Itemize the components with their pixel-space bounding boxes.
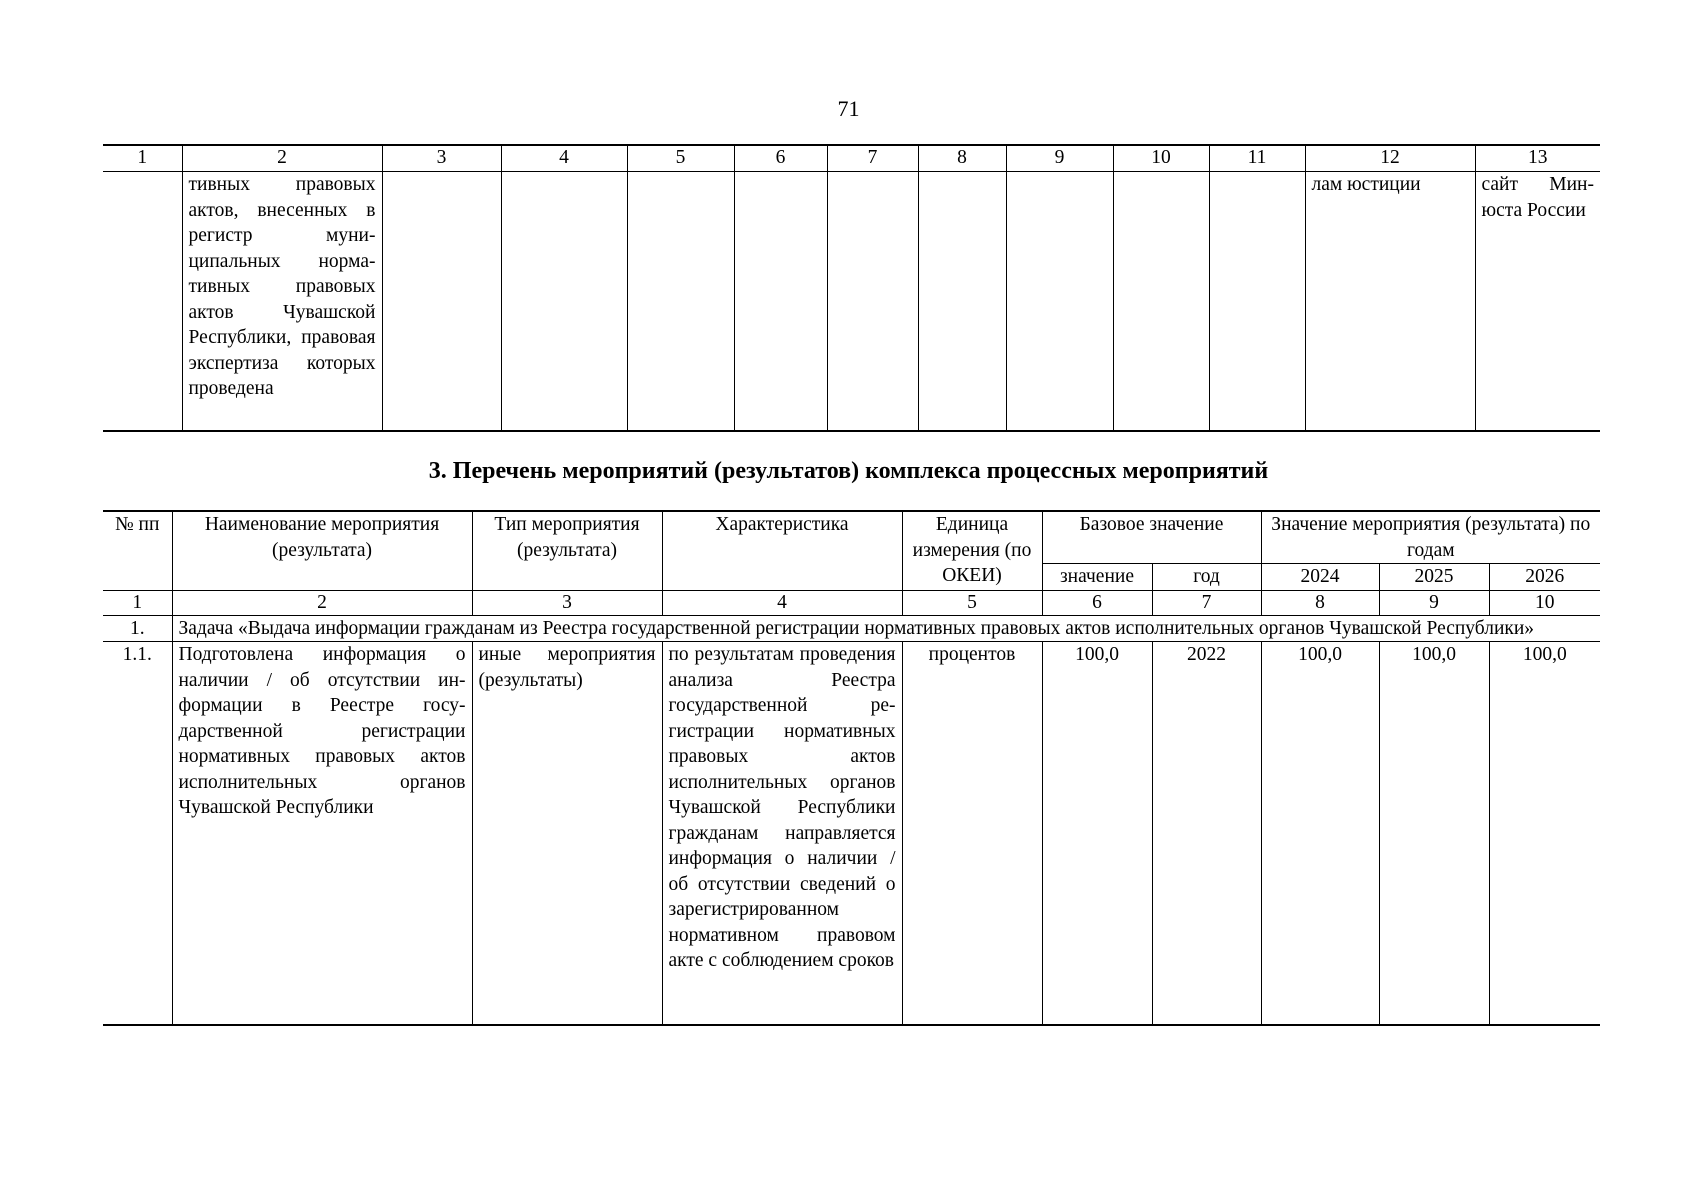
task-num: 1. [103, 615, 172, 642]
table-cell [918, 172, 1006, 432]
col-number: 3 [472, 590, 662, 615]
table-cell [734, 172, 827, 432]
value-2025: 100,0 [1379, 642, 1489, 1026]
header-name: Наименование мероприятия (результата) [172, 511, 472, 590]
col-number: 11 [1209, 145, 1305, 172]
col-number: 8 [1261, 590, 1379, 615]
col-number: 13 [1475, 145, 1600, 172]
table-cell [1113, 172, 1209, 432]
col-number: 8 [918, 145, 1006, 172]
base-year: 2022 [1152, 642, 1261, 1026]
base-value: 100,0 [1042, 642, 1152, 1026]
table-cell [103, 172, 182, 432]
col-number: 5 [627, 145, 734, 172]
col-number: 9 [1379, 590, 1489, 615]
header-unit: Единица измерения (по ОКЕИ) [902, 511, 1042, 590]
measure-unit: процентов [902, 642, 1042, 1026]
col-number: 5 [902, 590, 1042, 615]
col-number: 2 [182, 145, 382, 172]
col-number: 6 [1042, 590, 1152, 615]
col-number: 3 [382, 145, 501, 172]
header-base-year: год [1152, 564, 1261, 591]
col-number: 6 [734, 145, 827, 172]
table-cell [1209, 172, 1305, 432]
measure-name: Подготовлена информация о наличии / об отсутствии информации в Реестре государственной регистрации нормативных правовых актов исполнительных органов Чувашской Республики [172, 642, 472, 1026]
col-number: 10 [1489, 590, 1600, 615]
col-number: 7 [827, 145, 918, 172]
page-number: 71 [837, 96, 860, 121]
column-number-row [103, 590, 1600, 615]
task-row [103, 615, 1600, 642]
header-2024: 2024 [1261, 564, 1379, 591]
header-row [103, 511, 1600, 564]
table-row [103, 642, 1600, 1026]
header-base: Базовое значение [1042, 511, 1261, 564]
header-by-years: Значение мероприятия (результата) по годам [1261, 511, 1600, 564]
col-number: 4 [501, 145, 627, 172]
row-num: 1.1. [103, 642, 172, 1026]
value-2026: 100,0 [1489, 642, 1600, 1026]
section-title: 3. Перечень мероприятий (результатов) комплекса процессных мероприятий [428, 458, 1269, 484]
table-row [103, 172, 1600, 432]
column-number-row [103, 145, 1600, 172]
header-characteristic: Характеристика [662, 511, 902, 590]
source-cell: сайт Минюста России [1475, 172, 1600, 432]
value-2024: 100,0 [1261, 642, 1379, 1026]
col-number: 9 [1006, 145, 1113, 172]
col-number: 7 [1152, 590, 1261, 615]
col-number: 1 [103, 590, 172, 615]
table-cell [501, 172, 627, 432]
col-number: 2 [172, 590, 472, 615]
col-number: 12 [1305, 145, 1475, 172]
table-cell [827, 172, 918, 432]
task-text: Задача «Выдача информации гражданам из Реестра государственной регистрации нормативных правовых актов исполнительных органов Чувашской Республики» [172, 615, 1600, 642]
measure-characteristic: по результатам проведения анализа Реестра государственной регистрации нормативных правовых актов исполнительных органов Чувашской Республики гражданам направляется информация о наличии / об отсутствии сведений о зарегистрированном нормативном правовом акте с соблюдением сроков [662, 642, 902, 1026]
indicator-name-cell: тивных правовых актов, внесенных в регистр муниципальных нормативных правовых актов Чувашской Республики, правовая экспертиза которых проведена [182, 172, 382, 432]
col-number: 10 [1113, 145, 1209, 172]
header-2026: 2026 [1489, 564, 1600, 591]
measure-type: иные мероприятия (результаты) [472, 642, 662, 1026]
header-2025: 2025 [1379, 564, 1489, 591]
responsible-cell: лам юстиции [1305, 172, 1475, 432]
table-cell [1006, 172, 1113, 432]
col-number: 1 [103, 145, 182, 172]
table-cell [627, 172, 734, 432]
continuation-table [103, 144, 1600, 432]
header-type: Тип мероприятия (результата) [472, 511, 662, 590]
measures-table [103, 510, 1600, 1026]
table-cell [382, 172, 501, 432]
col-number: 4 [662, 590, 902, 615]
header-base-value: значение [1042, 564, 1152, 591]
header-num: № пп [103, 511, 172, 590]
